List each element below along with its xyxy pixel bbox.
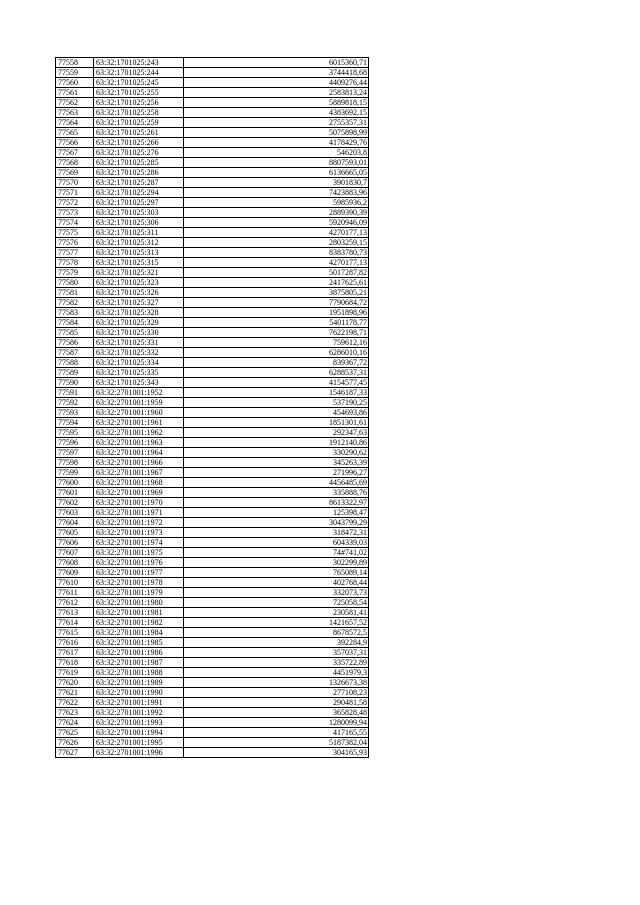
row-number-cell: 77575 [56, 228, 94, 238]
row-number-cell: 77583 [56, 308, 94, 318]
cadastral-value-cell: 125398,47 [184, 508, 369, 518]
cadastral-value-cell: 335722,89 [184, 658, 369, 668]
row-number-cell: 77592 [56, 398, 94, 408]
cadastral-number-cell: 63:32:1701025:334 [94, 358, 184, 368]
row-number-cell: 77616 [56, 638, 94, 648]
row-number-cell: 77621 [56, 688, 94, 698]
cadastral-number-cell: 63:32:2701001:1973 [94, 528, 184, 538]
cadastral-number-cell: 63:32:1701025:329 [94, 318, 184, 328]
cadastral-number-cell: 63:32:2701001:1952 [94, 388, 184, 398]
table-row [56, 238, 369, 248]
cadastral-number-cell: 63:32:2701001:1988 [94, 668, 184, 678]
cadastral-value-cell: 3875805,21 [184, 288, 369, 298]
cadastral-number-cell: 63:32:2701001:1972 [94, 518, 184, 528]
cadastral-value-cell: 290481,58 [184, 698, 369, 708]
cadastral-number-cell: 63:32:1701025:327 [94, 298, 184, 308]
cadastral-value-cell: 5401178,77 [184, 318, 369, 328]
cadastral-number-cell: 63:32:1701025:276 [94, 148, 184, 158]
cadastral-value-cell: 335888,76 [184, 488, 369, 498]
cadastral-value-cell: 277108,23 [184, 688, 369, 698]
table-row [56, 668, 369, 678]
table-row [56, 138, 369, 148]
cadastral-number-cell: 63:32:2701001:1962 [94, 428, 184, 438]
cadastral-number-cell: 63:32:2701001:1993 [94, 718, 184, 728]
table-row [56, 698, 369, 708]
table-row [56, 68, 369, 78]
cadastral-number-cell: 63:32:2701001:1960 [94, 408, 184, 418]
cadastral-value-cell: 2583813,24 [184, 88, 369, 98]
row-number-cell: 77626 [56, 738, 94, 748]
cadastral-number-cell: 63:32:1701025:315 [94, 258, 184, 268]
cadastral-number-cell: 63:32:1701025:259 [94, 118, 184, 128]
cadastral-number-cell: 63:32:1701025:343 [94, 378, 184, 388]
table-row [56, 608, 369, 618]
cadastral-number-cell: 63:32:2701001:1961 [94, 418, 184, 428]
table-row [56, 278, 369, 288]
row-number-cell: 77578 [56, 258, 94, 268]
cadastral-value-cell: 759612,16 [184, 338, 369, 348]
cadastral-value-cell: 271996,27 [184, 468, 369, 478]
row-number-cell: 77624 [56, 718, 94, 728]
table-row [56, 148, 369, 158]
row-number-cell: 77602 [56, 498, 94, 508]
row-number-cell: 77596 [56, 438, 94, 448]
row-number-cell: 77565 [56, 128, 94, 138]
table-row [56, 128, 369, 138]
table-row [56, 598, 369, 608]
cadastral-number-cell: 63:32:1701025:335 [94, 368, 184, 378]
table-row [56, 358, 369, 368]
cadastral-value-cell: 2755357,31 [184, 118, 369, 128]
row-number-cell: 77588 [56, 358, 94, 368]
table-row [56, 58, 369, 68]
cadastral-value-cell: 7622198,71 [184, 328, 369, 338]
cadastral-value-cell: 292347,63 [184, 428, 369, 438]
row-number-cell: 77569 [56, 168, 94, 178]
cadastral-value-cell: 1421657,52 [184, 618, 369, 628]
cadastral-number-cell: 63:32:2701001:1984 [94, 628, 184, 638]
row-number-cell: 77564 [56, 118, 94, 128]
table-row [56, 438, 369, 448]
row-number-cell: 77579 [56, 268, 94, 278]
cadastral-number-cell: 63:32:1701025:244 [94, 68, 184, 78]
cadastral-value-cell: 8613322,97 [184, 498, 369, 508]
row-number-cell: 77601 [56, 488, 94, 498]
cadastral-number-cell: 63:32:1701025:312 [94, 238, 184, 248]
cadastral-value-table [55, 57, 369, 758]
row-number-cell: 77572 [56, 198, 94, 208]
row-number-cell: 77625 [56, 728, 94, 738]
row-number-cell: 77570 [56, 178, 94, 188]
row-number-cell: 77598 [56, 458, 94, 468]
table-row [56, 368, 369, 378]
row-number-cell: 77619 [56, 668, 94, 678]
table-row [56, 528, 369, 538]
cadastral-number-cell: 63:32:1701025:306 [94, 218, 184, 228]
table-row [56, 568, 369, 578]
row-number-cell: 77573 [56, 208, 94, 218]
cadastral-value-cell: 537190,25 [184, 398, 369, 408]
row-number-cell: 77562 [56, 98, 94, 108]
cadastral-value-cell: 330290,62 [184, 448, 369, 458]
table-row [56, 578, 369, 588]
cadastral-value-cell: 5920946,09 [184, 218, 369, 228]
cadastral-number-cell: 63:32:2701001:1982 [94, 618, 184, 628]
table-row [56, 348, 369, 358]
cadastral-value-cell: 318472,31 [184, 528, 369, 538]
cadastral-value-cell: 8678572,5 [184, 628, 369, 638]
table-row [56, 118, 369, 128]
table-row [56, 88, 369, 98]
cadastral-number-cell: 63:32:2701001:1978 [94, 578, 184, 588]
row-number-cell: 77591 [56, 388, 94, 398]
row-number-cell: 77585 [56, 328, 94, 338]
table-row [56, 228, 369, 238]
table-row [56, 558, 369, 568]
cadastral-value-cell: 765089,14 [184, 568, 369, 578]
row-number-cell: 77594 [56, 418, 94, 428]
table-row [56, 378, 369, 388]
cadastral-value-cell: 8383780,73 [184, 248, 369, 258]
table-row [56, 428, 369, 438]
cadastral-value-cell: 1280099,94 [184, 718, 369, 728]
cadastral-value-cell: 417165,55 [184, 728, 369, 738]
row-number-cell: 77600 [56, 478, 94, 488]
row-number-cell: 77622 [56, 698, 94, 708]
cadastral-value-cell: 5889818,15 [184, 98, 369, 108]
table-row [56, 208, 369, 218]
cadastral-number-cell: 63:32:2701001:1976 [94, 558, 184, 568]
table-row [56, 248, 369, 258]
cadastral-value-cell: 604339,03 [184, 538, 369, 548]
table-row [56, 658, 369, 668]
cadastral-value-cell: 839367,72 [184, 358, 369, 368]
table-row [56, 548, 369, 558]
cadastral-number-cell: 63:32:2701001:1970 [94, 498, 184, 508]
cadastral-value-cell: 6286010,16 [184, 348, 369, 358]
cadastral-value-cell: 345263,39 [184, 458, 369, 468]
cadastral-value-cell: 4270177,13 [184, 228, 369, 238]
cadastral-number-cell: 63:32:1701025:328 [94, 308, 184, 318]
cadastral-number-cell: 63:32:1701025:243 [94, 58, 184, 68]
cadastral-value-cell: 1326673,38 [184, 678, 369, 688]
row-number-cell: 77608 [56, 558, 94, 568]
cadastral-number-cell: 63:32:2701001:1986 [94, 648, 184, 658]
table-row [56, 158, 369, 168]
row-number-cell: 77580 [56, 278, 94, 288]
cadastral-number-cell: 63:32:2701001:1964 [94, 448, 184, 458]
row-number-cell: 77605 [56, 528, 94, 538]
table-row [56, 738, 369, 748]
cadastral-value-cell: 6136665,05 [184, 168, 369, 178]
row-number-cell: 77613 [56, 608, 94, 618]
cadastral-number-cell: 63:32:2701001:1981 [94, 608, 184, 618]
cadastral-value-cell: 7790684,72 [184, 298, 369, 308]
cadastral-value-cell: 357037,31 [184, 648, 369, 658]
row-number-cell: 77568 [56, 158, 94, 168]
cadastral-number-cell: 63:32:1701025:323 [94, 278, 184, 288]
table-row [56, 288, 369, 298]
table-row [56, 518, 369, 528]
row-number-cell: 77609 [56, 568, 94, 578]
cadastral-number-cell: 63:32:1701025:321 [94, 268, 184, 278]
cadastral-value-cell: 4383692,15 [184, 108, 369, 118]
row-number-cell: 77559 [56, 68, 94, 78]
cadastral-number-cell: 63:32:1701025:303 [94, 208, 184, 218]
table-row [56, 328, 369, 338]
table-row [56, 498, 369, 508]
row-number-cell: 77558 [56, 58, 94, 68]
row-number-cell: 77611 [56, 588, 94, 598]
cadastral-number-cell: 63:32:1701025:313 [94, 248, 184, 258]
table-row [56, 448, 369, 458]
table-row [56, 418, 369, 428]
row-number-cell: 77618 [56, 658, 94, 668]
cadastral-number-cell: 63:32:2701001:1996 [94, 748, 184, 758]
cadastral-value-cell: 3043799,29 [184, 518, 369, 528]
row-number-cell: 77584 [56, 318, 94, 328]
cadastral-number-cell: 63:32:2701001:1963 [94, 438, 184, 448]
cadastral-number-cell: 63:32:2701001:1985 [94, 638, 184, 648]
row-number-cell: 77604 [56, 518, 94, 528]
table-row [56, 458, 369, 468]
cadastral-number-cell: 63:32:1701025:285 [94, 158, 184, 168]
table-row [56, 728, 369, 738]
cadastral-value-cell: 4154577,45 [184, 378, 369, 388]
cadastral-value-cell: 304165,93 [184, 748, 369, 758]
cadastral-value-cell: 4409276,44 [184, 78, 369, 88]
cadastral-value-cell: 230581,41 [184, 608, 369, 618]
row-number-cell: 77574 [56, 218, 94, 228]
row-number-cell: 77623 [56, 708, 94, 718]
row-number-cell: 77612 [56, 598, 94, 608]
table-row [56, 748, 369, 758]
table-row [56, 78, 369, 88]
cadastral-value-cell: 2417625,61 [184, 278, 369, 288]
table-row [56, 588, 369, 598]
cadastral-number-cell: 63:32:2701001:1969 [94, 488, 184, 498]
cadastral-value-cell: 4451979,3 [184, 668, 369, 678]
row-number-cell: 77610 [56, 578, 94, 588]
cadastral-value-cell: 2889390,39 [184, 208, 369, 218]
cadastral-number-cell: 63:32:1701025:331 [94, 338, 184, 348]
cadastral-value-cell: 365828,48 [184, 708, 369, 718]
row-number-cell: 77606 [56, 538, 94, 548]
table-row [56, 108, 369, 118]
row-number-cell: 77617 [56, 648, 94, 658]
row-number-cell: 77597 [56, 448, 94, 458]
row-number-cell: 77607 [56, 548, 94, 558]
cadastral-number-cell: 63:32:2701001:1991 [94, 698, 184, 708]
table-row [56, 638, 369, 648]
cadastral-number-cell: 63:32:2701001:1971 [94, 508, 184, 518]
row-number-cell: 77563 [56, 108, 94, 118]
table-row [56, 688, 369, 698]
table-row [56, 628, 369, 638]
cadastral-value-cell: 3744418,68 [184, 68, 369, 78]
row-number-cell: 77620 [56, 678, 94, 688]
cadastral-value-cell: 725058,54 [184, 598, 369, 608]
row-number-cell: 77627 [56, 748, 94, 758]
cadastral-value-cell: 7423883,96 [184, 188, 369, 198]
table-row [56, 708, 369, 718]
cadastral-number-cell: 63:32:2701001:1967 [94, 468, 184, 478]
table-row [56, 258, 369, 268]
cadastral-number-cell: 63:32:1701025:294 [94, 188, 184, 198]
cadastral-value-cell: 5075898,99 [184, 128, 369, 138]
row-number-cell: 77560 [56, 78, 94, 88]
table-row [56, 538, 369, 548]
cadastral-number-cell: 63:32:1701025:330 [94, 328, 184, 338]
table-row [56, 718, 369, 728]
table-row [56, 298, 369, 308]
cadastral-value-cell: 1951898,96 [184, 308, 369, 318]
cadastral-number-cell: 63:32:2701001:1987 [94, 658, 184, 668]
cadastral-value-cell: 6015360,71 [184, 58, 369, 68]
cadastral-number-cell: 63:32:1701025:287 [94, 178, 184, 188]
row-number-cell: 77603 [56, 508, 94, 518]
cadastral-value-cell: 1851301,61 [184, 418, 369, 428]
cadastral-number-cell: 63:32:1701025:255 [94, 88, 184, 98]
row-number-cell: 77577 [56, 248, 94, 258]
table-row [56, 168, 369, 178]
cadastral-value-cell: 5985936,2 [184, 198, 369, 208]
table-row [56, 488, 369, 498]
cadastral-value-cell: 454693,86 [184, 408, 369, 418]
table-row [56, 678, 369, 688]
cadastral-value-cell: 1912140,86 [184, 438, 369, 448]
cadastral-number-cell: 63:32:2701001:1995 [94, 738, 184, 748]
row-number-cell: 77576 [56, 238, 94, 248]
cadastral-value-cell: 392284,9 [184, 638, 369, 648]
row-number-cell: 77595 [56, 428, 94, 438]
cadastral-number-cell: 63:32:1701025:245 [94, 78, 184, 88]
cadastral-number-cell: 63:32:2701001:1989 [94, 678, 184, 688]
cadastral-number-cell: 63:32:1701025:326 [94, 288, 184, 298]
cadastral-number-cell: 63:32:2701001:1992 [94, 708, 184, 718]
cadastral-number-cell: 63:32:2701001:1994 [94, 728, 184, 738]
table-row [56, 388, 369, 398]
row-number-cell: 77567 [56, 148, 94, 158]
cadastral-number-cell: 63:32:1701025:311 [94, 228, 184, 238]
row-number-cell: 77586 [56, 338, 94, 348]
cadastral-value-cell: 4456485,69 [184, 478, 369, 488]
row-number-cell: 77561 [56, 88, 94, 98]
cadastral-value-cell: 302299,89 [184, 558, 369, 568]
table-body [56, 58, 369, 758]
cadastral-number-cell: 63:32:1701025:256 [94, 98, 184, 108]
cadastral-number-cell: 63:32:2701001:1966 [94, 458, 184, 468]
cadastral-number-cell: 63:32:1701025:266 [94, 138, 184, 148]
cadastral-number-cell: 63:32:2701001:1990 [94, 688, 184, 698]
table-row [56, 318, 369, 328]
cadastral-value-cell: 1546187,33 [184, 388, 369, 398]
cadastral-value-cell: 546203,8 [184, 148, 369, 158]
table-row [56, 408, 369, 418]
table-row [56, 308, 369, 318]
table-row [56, 398, 369, 408]
table-row [56, 198, 369, 208]
cadastral-number-cell: 63:32:2701001:1975 [94, 548, 184, 558]
cadastral-value-cell: 5187382,04 [184, 738, 369, 748]
cadastral-number-cell: 63:32:2701001:1959 [94, 398, 184, 408]
table-row [56, 268, 369, 278]
cadastral-value-cell: 2803259,15 [184, 238, 369, 248]
cadastral-value-cell: 4178429,76 [184, 138, 369, 148]
cadastral-value-cell: 4270177,13 [184, 258, 369, 268]
table-row [56, 478, 369, 488]
row-number-cell: 77581 [56, 288, 94, 298]
cadastral-number-cell: 63:32:2701001:1980 [94, 598, 184, 608]
cadastral-number-cell: 63:32:2701001:1979 [94, 588, 184, 598]
table-row [56, 98, 369, 108]
cadastral-number-cell: 63:32:1701025:286 [94, 168, 184, 178]
table-row [56, 508, 369, 518]
table-row [56, 218, 369, 228]
row-number-cell: 77615 [56, 628, 94, 638]
cadastral-value-cell: 402768,44 [184, 578, 369, 588]
table-row [56, 178, 369, 188]
cadastral-number-cell: 63:32:1701025:258 [94, 108, 184, 118]
row-number-cell: 77593 [56, 408, 94, 418]
cadastral-number-cell: 63:32:2701001:1968 [94, 478, 184, 488]
table-row [56, 338, 369, 348]
row-number-cell: 77614 [56, 618, 94, 628]
cadastral-number-cell: 63:32:1701025:332 [94, 348, 184, 358]
row-number-cell: 77582 [56, 298, 94, 308]
cadastral-value-cell: 5017287,82 [184, 268, 369, 278]
cadastral-number-cell: 63:32:1701025:261 [94, 128, 184, 138]
row-number-cell: 77571 [56, 188, 94, 198]
row-number-cell: 77587 [56, 348, 94, 358]
cadastral-value-cell: 3901830,7 [184, 178, 369, 188]
row-number-cell: 77590 [56, 378, 94, 388]
cadastral-number-cell: 63:32:2701001:1974 [94, 538, 184, 548]
cadastral-value-cell: 74#741,02 [184, 548, 369, 558]
row-number-cell: 77566 [56, 138, 94, 148]
cadastral-value-cell: 332073,73 [184, 588, 369, 598]
table-row [56, 188, 369, 198]
cadastral-value-cell: 6288537,31 [184, 368, 369, 378]
row-number-cell: 77589 [56, 368, 94, 378]
table-row [56, 648, 369, 658]
cadastral-value-cell: 8807593,01 [184, 158, 369, 168]
row-number-cell: 77599 [56, 468, 94, 478]
cadastral-number-cell: 63:32:2701001:1977 [94, 568, 184, 578]
table-row [56, 618, 369, 628]
table-row [56, 468, 369, 478]
cadastral-number-cell: 63:32:1701025:297 [94, 198, 184, 208]
